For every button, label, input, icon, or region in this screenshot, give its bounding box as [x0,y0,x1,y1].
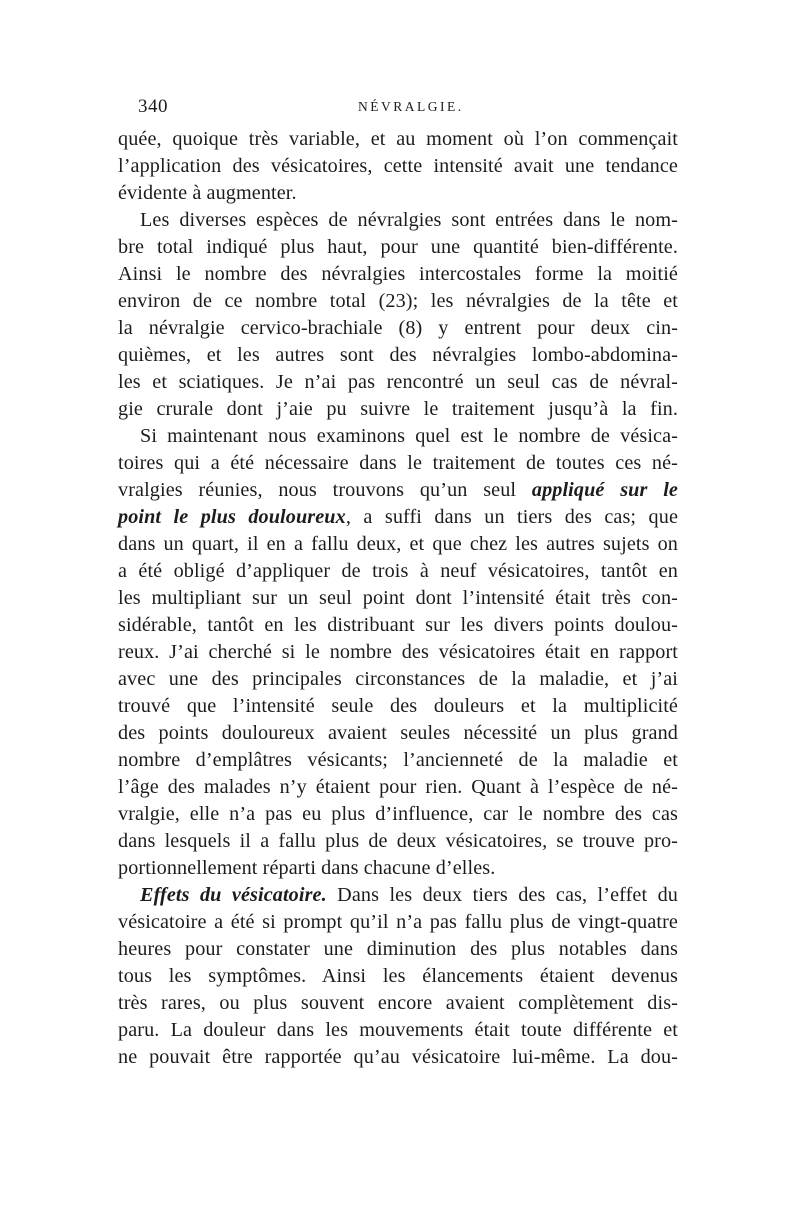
text-segment: dans un quart, il en a fallu deux, et que chez les autres sujets on [118,533,678,555]
text-line [118,747,678,774]
text-segment: Ainsi le nombre des névralgies intercostales forme la moitié [118,263,678,285]
text-segment: , a suffi dans un tiers des cas; que [345,506,678,528]
text-line [118,207,678,234]
text-line [118,612,678,639]
text-segment: quée, quoique très variable, et au moment où l’on commençait [118,128,678,150]
text-segment: heures pour constater une diminution des plus notables dans [118,938,678,960]
text-line [118,531,678,558]
text-segment: sidérable, tantôt en les distribuant sur les divers points doulou- [118,614,678,636]
text-line [118,639,678,666]
text-segment: l’application des vésicatoires, cette intensité avait une tendance [118,155,678,177]
text-segment: Les diverses espèces de névralgies sont entrées dans le nom- [140,209,678,231]
text-segment: tous les symptômes. Ainsi les élancements étaient devenus [118,965,678,987]
text-segment: avec une des principales circonstances de la maladie, et j’ai [118,668,678,690]
text-line [118,126,678,153]
text-line [118,450,678,477]
text-line [118,693,678,720]
text-segment: paru. La douleur dans les mouvements était toute différente et [118,1019,678,1041]
text-line [118,666,678,693]
body-text [118,126,678,1071]
text-line [118,882,678,909]
text-segment: Dans les deux tiers des cas, l’effet du [326,884,678,906]
text-segment: nombre d’emplâtres vésicants; l’ancienneté de la maladie et [118,749,678,771]
text-segment: a été obligé d’appliquer de trois à neuf vésicatoires, tantôt en [118,560,678,582]
text-line [118,909,678,936]
text-line [118,504,678,531]
text-segment: portionnellement réparti dans chacune d’elles. [118,857,496,879]
text-line [118,585,678,612]
page-number: 340 [138,96,168,117]
emphasized-text: appliqué sur le [531,479,678,501]
text-line [118,558,678,585]
text-line [118,828,678,855]
text-segment: gie crurale dont j’aie pu suivre le traitement jusqu’à la fin. [118,398,678,420]
text-line [118,423,678,450]
text-line [118,801,678,828]
text-line [118,153,678,180]
text-segment: Si maintenant nous examinons quel est le nombre de vésica- [140,425,678,447]
emphasized-text: Effets du vésicatoire. [140,884,327,906]
text-line [118,369,678,396]
text-line [118,342,678,369]
text-segment: la névralgie cervico-brachiale (8) y entrent pour deux cin- [118,317,678,339]
text-segment: dans lesquels il a fallu plus de deux vésicatoires, se trouve pro- [118,830,678,852]
text-line [118,963,678,990]
text-segment: vralgies réunies, nous trouvons qu’un seul [118,479,532,501]
text-segment: très rares, ou plus souvent encore avaient complètement dis- [118,992,678,1014]
text-line [118,477,678,504]
text-segment: reux. J’ai cherché si le nombre des vésicatoires était en rapport [118,641,678,663]
text-line [118,855,678,882]
text-line [118,720,678,747]
text-segment: quièmes, et les autres sont des névralgies lombo-abdomina- [118,344,678,366]
text-segment: l’âge des malades n’y étaient pour rien. Quant à l’espèce de né- [118,776,678,798]
text-segment: évidente à augmenter. [118,182,297,204]
text-segment: ne pouvait être rapportée qu’au vésicatoire lui-même. La dou- [118,1046,678,1068]
text-segment: vralgie, elle n’a pas eu plus d’influence, car le nombre des cas [118,803,678,825]
text-segment: trouvé que l’intensité seule des douleurs et la multiplicité [118,695,678,717]
text-segment: des points douloureux avaient seules nécessité un plus grand [118,722,678,744]
text-segment: les et sciatiques. Je n’ai pas rencontré un seul cas de névral- [118,371,678,393]
text-line [118,990,678,1017]
text-segment: les multipliant sur un seul point dont l’intensité était très con- [118,587,678,609]
text-line [118,1017,678,1044]
text-line [118,774,678,801]
text-line [118,288,678,315]
page-header [138,96,672,124]
text-segment: toires qui a été nécessaire dans le traitement de toutes ces né- [118,452,678,474]
text-line [118,234,678,261]
text-segment: bre total indiqué plus haut, pour une quantité bien-différente. [118,236,678,258]
text-line [118,936,678,963]
running-head: NÉVRALGIE. [358,99,464,114]
text-segment: environ de ce nombre total (23); les névralgies de la tête et [118,290,678,312]
text-line [118,396,678,423]
text-line [118,180,678,207]
text-line [118,1044,678,1071]
emphasized-text: point le plus douloureux [118,506,346,528]
text-segment: vésicatoire a été si prompt qu’il n’a pas fallu plus de vingt-quatre [118,911,678,933]
text-line [118,261,678,288]
text-line [118,315,678,342]
